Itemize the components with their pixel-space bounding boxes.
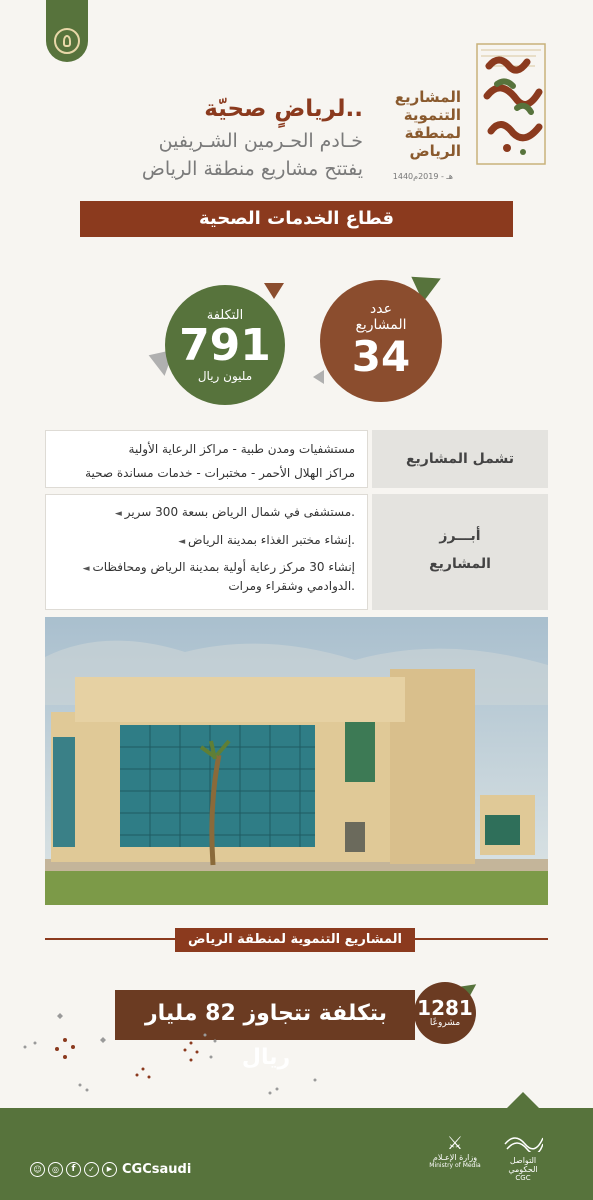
- logo-date: 1440هـ - 2019م: [392, 172, 453, 181]
- highlights-label-1: أبـــرز: [439, 528, 481, 544]
- highlight-item-text: إنشاء مختبر الغذاء بمدينة الرياض.: [188, 533, 355, 547]
- cost-summary-text: بتكلفة تتجاوز 82 مليار ريال: [144, 1001, 387, 1070]
- sparkles-decor-icon: [15, 1005, 335, 1100]
- highlight-item-text: إنشاء 30 مركز رعاية أولية بمدينة الرياض ومحافظات الدوادمي وشقراء ومرات.: [92, 560, 355, 593]
- count-label-2: المشاريع: [355, 316, 407, 333]
- lightbulb-icon: [54, 28, 80, 54]
- building-photo: [45, 617, 548, 905]
- social-handle: [30, 1162, 191, 1177]
- social-handle-text[interactable]: CGCsaudi: [122, 1162, 192, 1177]
- headline: [142, 96, 363, 180]
- footer-banner: المشاريع التنموية لمنطقة الرياض: [175, 928, 415, 952]
- highlights-label: [372, 494, 548, 610]
- ministry-name-ar: وزارة الإعـلام: [432, 1153, 478, 1162]
- logo-line-1: المشاريع: [394, 88, 461, 106]
- logo-line-4: الرياض: [409, 142, 461, 160]
- cost-label: التكلفة: [206, 307, 244, 323]
- projects-count: 1281: [417, 996, 473, 1020]
- cgc-ar-1: التواصل: [509, 1156, 537, 1165]
- headline-subtitle-2: يفتتح مشاريع منطقة الرياض: [141, 158, 363, 180]
- twitter-icon[interactable]: ✓: [84, 1162, 99, 1177]
- count-circle: [320, 280, 442, 402]
- highlight-item-text: مستشفى في شمال الرياض بسعة 300 سرير.: [124, 505, 355, 519]
- triangle-decor-icon: [313, 370, 324, 384]
- count-value: 34: [351, 331, 411, 381]
- youtube-icon[interactable]: ▶: [102, 1162, 117, 1177]
- cgc-ar-2: الحكومي: [508, 1165, 538, 1174]
- headline-subtitle-1: خـادم الحـرمين الشـريفين: [158, 130, 363, 152]
- cgc-en: CGC: [515, 1174, 531, 1182]
- cost-unit: مليون ريال: [197, 368, 253, 383]
- cgc-logo: [488, 1130, 558, 1182]
- highlight-item: ◄ مستشفى في شمال الرياض بسعة 300 سرير.: [114, 505, 355, 519]
- palm-swords-icon: ⚔: [446, 1133, 464, 1154]
- facebook-icon[interactable]: f: [66, 1162, 81, 1177]
- campaign-logo: [363, 36, 553, 186]
- instagram-icon[interactable]: ◎: [48, 1162, 63, 1177]
- logo-line-2: التنموية: [403, 106, 461, 124]
- cost-circle: [165, 285, 285, 405]
- snapchat-icon[interactable]: ☺: [30, 1162, 45, 1177]
- includes-label: تشمل المشاريع: [372, 430, 548, 488]
- includes-line-2: مراكز الهلال الأحمر - مختبرات - خدمات مساندة صحية: [85, 466, 355, 480]
- cost-value: 791: [179, 319, 271, 371]
- campaign-logo-art: [467, 36, 553, 176]
- count-label-1: عدد: [370, 300, 392, 317]
- projects-word: مشروعًا: [429, 1018, 461, 1028]
- includes-line-1: مستشفيات ومدن طبية - مراكز الرعاية الأولية: [128, 442, 355, 456]
- ministry-name-en: Ministry of Media: [429, 1162, 481, 1169]
- headline-title: لرياضٍ صحيّة..: [204, 96, 363, 122]
- sector-title-bar: قطاع الخدمات الصحية: [80, 201, 513, 237]
- highlight-item: ◄ إنشاء 30 مركز رعاية أولية بمدينة الرياض ومحافظات الدوادمي وشقراء ومرات.: [82, 560, 355, 593]
- includes-box: [45, 430, 368, 488]
- projects-count-circle: [414, 982, 476, 1044]
- highlights-label-2: المشاريع: [429, 556, 491, 572]
- ministry-logo: [425, 1135, 485, 1169]
- highlight-item: ◄ إنشاء مختبر الغذاء بمدينة الرياض.: [178, 533, 355, 547]
- highlights-box: [45, 494, 368, 610]
- cgc-waves-icon: [503, 1130, 543, 1152]
- triangle-decor-icon: [264, 283, 284, 299]
- logo-line-3: لمنطقة: [404, 124, 461, 142]
- corner-logo-tab: [46, 0, 88, 62]
- band-peak: [505, 1092, 541, 1110]
